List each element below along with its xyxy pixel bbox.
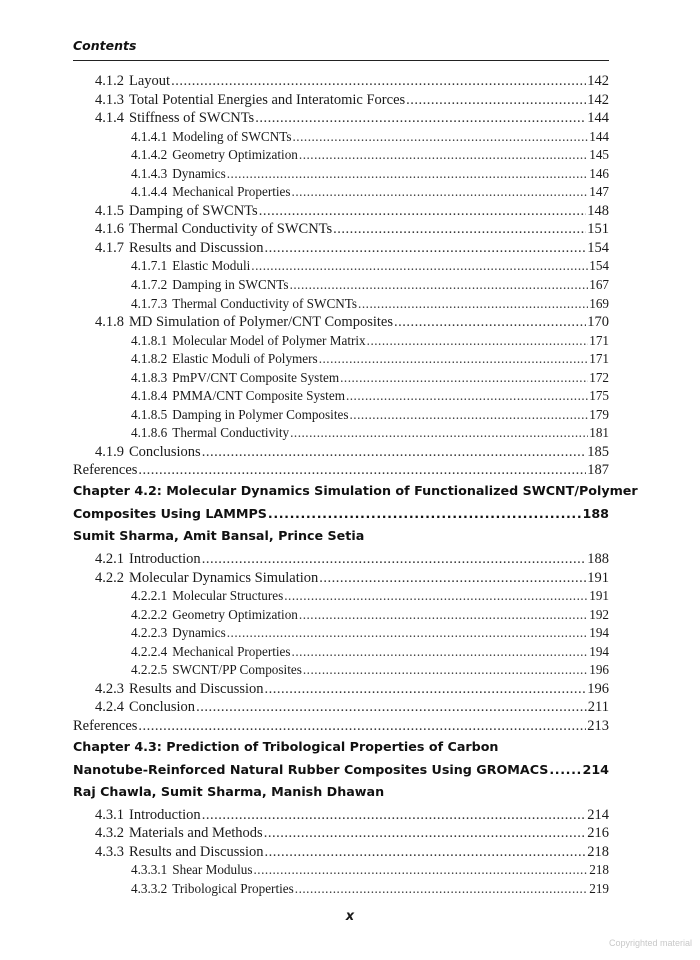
toc-entry-page: 167 bbox=[589, 277, 609, 293]
toc-entry-page: 147 bbox=[589, 184, 609, 200]
toc-entry-text: Mechanical Properties bbox=[172, 184, 291, 200]
toc-entry-title bbox=[95, 680, 264, 698]
toc-entry-number: 4.1.8.6 bbox=[131, 425, 168, 441]
toc-entry-title bbox=[131, 587, 283, 605]
toc-entry-title bbox=[131, 643, 291, 661]
toc-entry-page: 154 bbox=[587, 239, 609, 256]
toc-entry-page: 151 bbox=[587, 221, 609, 238]
toc-entry[interactable] bbox=[73, 350, 609, 369]
toc-entry-page: 181 bbox=[589, 425, 609, 441]
toc-entry-number: 4.1.2 bbox=[95, 73, 124, 89]
toc-entry-text: SWCNT/PP Composites bbox=[172, 662, 302, 678]
chapter-authors: Sumit Sharma, Amit Bansal, Prince Setia bbox=[73, 528, 365, 544]
chapter-heading[interactable] bbox=[73, 481, 638, 526]
toc-entry-title bbox=[131, 624, 226, 642]
toc-entry-number: 4.2.3 bbox=[95, 680, 124, 697]
toc-entry-title bbox=[95, 569, 318, 587]
dot-leader bbox=[333, 220, 586, 238]
toc-entry-text: Introduction bbox=[129, 551, 201, 568]
toc-entry-title bbox=[131, 861, 253, 879]
toc-entry-title bbox=[73, 717, 137, 735]
header-rule bbox=[73, 60, 609, 61]
toc-entry[interactable] bbox=[73, 824, 609, 843]
toc-entry-page: 211 bbox=[587, 699, 609, 716]
toc-entry-title bbox=[95, 806, 201, 824]
toc-entry-text: References bbox=[73, 462, 138, 479]
toc-entry-title bbox=[95, 109, 254, 127]
toc-entry[interactable] bbox=[73, 91, 609, 110]
dot-leader bbox=[394, 313, 586, 331]
toc-entry-page: 142 bbox=[587, 73, 609, 89]
chapter-title-line2-row bbox=[73, 760, 609, 782]
toc-entry-page: 171 bbox=[589, 332, 609, 348]
toc-entry-number: 4.2.2.2 bbox=[131, 606, 168, 622]
dot-leader bbox=[265, 239, 587, 257]
dot-leader bbox=[319, 569, 586, 587]
toc-entry-number: 4.2.1 bbox=[95, 551, 124, 568]
toc-entry-text: Molecular Structures bbox=[172, 588, 284, 604]
dot-leader bbox=[138, 461, 586, 479]
dot-leader bbox=[202, 550, 587, 568]
toc-entry-number: 4.1.4.2 bbox=[131, 147, 168, 163]
toc-entry[interactable] bbox=[73, 295, 609, 314]
toc-entry-number: 4.1.4.1 bbox=[131, 128, 168, 144]
chapter-title-line2-row bbox=[73, 504, 609, 526]
toc-entry[interactable] bbox=[73, 606, 609, 625]
toc-entry-title bbox=[95, 239, 264, 257]
toc-entry[interactable] bbox=[73, 165, 609, 184]
dot-leader bbox=[290, 424, 588, 442]
toc-entry-page: 145 bbox=[589, 147, 609, 163]
toc-entry-title bbox=[95, 443, 201, 461]
dot-leader bbox=[292, 183, 589, 201]
toc-entry[interactable] bbox=[73, 183, 609, 202]
toc-entry-title bbox=[131, 350, 318, 368]
toc-entry-page: 194 bbox=[589, 643, 609, 659]
toc-entry-number: 4.1.8.5 bbox=[131, 406, 168, 422]
toc-entry-number: 4.3.1 bbox=[95, 806, 124, 823]
toc-entry-number: 4.2.2.1 bbox=[131, 588, 168, 604]
toc-entry-text: Layout bbox=[129, 73, 171, 89]
dot-leader bbox=[254, 861, 589, 879]
dot-leader bbox=[202, 806, 587, 824]
toc-entry[interactable] bbox=[73, 843, 609, 862]
dot-leader bbox=[346, 387, 588, 405]
toc-entry-number: 4.3.2 bbox=[95, 825, 124, 842]
toc-entry-title bbox=[95, 698, 195, 716]
toc-entry-page: 154 bbox=[589, 258, 609, 274]
toc-entry-text: Thermal Conductivity bbox=[172, 425, 290, 441]
chapter-page: 188 bbox=[582, 506, 609, 522]
toc-entry-text: Mechanical Properties bbox=[172, 643, 291, 659]
toc-entry-page: 216 bbox=[587, 825, 609, 842]
toc-entry-text: Damping in Polymer Composites bbox=[172, 406, 349, 422]
toc-entry[interactable] bbox=[73, 239, 609, 258]
toc-entry-number: 4.2.2.4 bbox=[131, 643, 168, 659]
dot-leader bbox=[284, 587, 588, 605]
toc-entry[interactable] bbox=[73, 806, 609, 825]
toc-entry-title bbox=[95, 72, 170, 90]
toc-entry-number: 4.1.4.4 bbox=[131, 184, 168, 200]
toc-entry-text: Total Potential Energies and Interatomic Forces bbox=[129, 91, 406, 108]
dot-leader bbox=[264, 824, 587, 842]
dot-leader bbox=[251, 257, 588, 275]
toc-entry[interactable] bbox=[73, 220, 609, 239]
toc-entry[interactable] bbox=[73, 587, 609, 606]
dot-leader bbox=[255, 109, 586, 127]
dot-leader bbox=[299, 606, 588, 624]
toc-entry-number: 4.1.4 bbox=[95, 110, 124, 127]
toc-entry-number: 4.2.2 bbox=[95, 569, 124, 586]
toc-entry-title bbox=[131, 128, 292, 146]
toc-entry-page: 142 bbox=[587, 91, 609, 108]
toc-entry-number: 4.1.3 bbox=[95, 91, 124, 108]
toc-entry[interactable] bbox=[73, 661, 609, 680]
toc-entry-text: Elastic Moduli bbox=[172, 258, 251, 274]
toc-entry-page: 144 bbox=[587, 110, 609, 127]
toc-entry[interactable] bbox=[73, 443, 609, 462]
dot-leader bbox=[202, 443, 587, 461]
toc-entry-number: 4.3.3.2 bbox=[131, 880, 168, 896]
toc-entry-text: MD Simulation of Polymer/CNT Composites bbox=[129, 314, 393, 331]
toc-entry-page: 196 bbox=[589, 662, 609, 678]
toc-entry[interactable] bbox=[73, 717, 609, 736]
toc-entry-page: 170 bbox=[587, 314, 609, 331]
copyright-watermark: Copyrighted material bbox=[608, 938, 692, 948]
toc-entry-number: 4.1.7.3 bbox=[131, 295, 168, 311]
toc-entry-number: 4.1.7.1 bbox=[131, 258, 168, 274]
dot-leader bbox=[358, 295, 588, 313]
dot-leader bbox=[549, 760, 581, 780]
chapter-authors: Raj Chawla, Sumit Sharma, Manish Dhawan bbox=[73, 783, 385, 799]
toc-entry-number: 4.1.8.1 bbox=[131, 332, 168, 348]
toc-entry-number: 4.3.3.1 bbox=[131, 862, 168, 878]
toc-entry-text: Thermal Conductivity of SWCNTs bbox=[129, 221, 333, 238]
dot-leader bbox=[293, 128, 589, 146]
toc-entry-text: Conclusion bbox=[129, 699, 196, 716]
toc-entry-text: Results and Discussion bbox=[129, 239, 264, 256]
toc-entry-title bbox=[131, 606, 298, 624]
dot-leader bbox=[299, 146, 588, 164]
toc-entry-title bbox=[131, 295, 357, 313]
toc-entry-text: Molecular Model of Polymer Matrix bbox=[172, 332, 366, 348]
toc-entry-page: 171 bbox=[589, 351, 609, 367]
dot-leader bbox=[290, 276, 589, 294]
toc-entry-page: 175 bbox=[589, 388, 609, 404]
toc-entry-number: 4.1.8.2 bbox=[131, 351, 168, 367]
toc-entry-number: 4.1.6 bbox=[95, 221, 124, 238]
toc-entry-title bbox=[95, 313, 393, 331]
toc-entry-page: 144 bbox=[589, 128, 609, 144]
toc-entry-number: 4.1.7 bbox=[95, 239, 124, 256]
toc-entry[interactable] bbox=[73, 643, 609, 662]
toc-entry-text: PmPV/CNT Composite System bbox=[172, 369, 340, 385]
toc-entry[interactable] bbox=[73, 698, 609, 717]
dot-leader bbox=[319, 350, 589, 368]
toc-entry-page: 187 bbox=[587, 462, 609, 479]
toc-entry[interactable] bbox=[73, 406, 609, 425]
toc-entry-title bbox=[131, 332, 366, 350]
toc-entry-title bbox=[73, 461, 137, 479]
toc-entry-text: Molecular Dynamics Simulation bbox=[129, 569, 319, 586]
page-number: x bbox=[345, 909, 355, 924]
toc-entry-number: 4.1.4.3 bbox=[131, 165, 168, 181]
toc-entry-text: Results and Discussion bbox=[129, 680, 264, 697]
dot-leader bbox=[227, 624, 588, 642]
toc-entry-number: 4.1.5 bbox=[95, 202, 124, 219]
toc-entry-page: 188 bbox=[587, 551, 609, 568]
toc-entry-text: Stiffness of SWCNTs bbox=[129, 110, 255, 127]
dot-leader bbox=[138, 717, 586, 735]
toc-entry-page: 218 bbox=[587, 843, 609, 860]
toc-entry-number: 4.1.8 bbox=[95, 314, 124, 331]
dot-leader bbox=[367, 332, 589, 350]
toc-entry-number: 4.2.2.3 bbox=[131, 625, 168, 641]
dot-leader bbox=[340, 369, 588, 387]
toc-entry-title bbox=[131, 146, 298, 164]
toc-entry[interactable] bbox=[73, 369, 609, 388]
toc-entry-text: References bbox=[73, 717, 138, 734]
toc-entry-number: 4.1.8.4 bbox=[131, 388, 168, 404]
toc-entry-title bbox=[95, 550, 201, 568]
toc-entry[interactable] bbox=[73, 128, 609, 147]
toc-entry-page: 219 bbox=[589, 880, 609, 896]
toc-entry[interactable] bbox=[73, 332, 609, 351]
dot-leader bbox=[227, 165, 588, 183]
toc-entry-text: PMMA/CNT Composite System bbox=[172, 388, 345, 404]
toc-entry-title bbox=[131, 387, 345, 405]
toc-entry-page: 179 bbox=[589, 406, 609, 422]
chapter-title-line1: Chapter 4.3: Prediction of Tribological Properties of Carbon bbox=[73, 738, 499, 754]
toc-entry-page: 213 bbox=[587, 717, 609, 734]
toc-entry-text: Geometry Optimization bbox=[172, 147, 298, 163]
toc-entry-title bbox=[95, 202, 258, 220]
toc-entry[interactable] bbox=[73, 461, 609, 480]
toc-entry-page: 146 bbox=[589, 165, 609, 181]
toc-entry-text: Geometry Optimization bbox=[172, 606, 298, 622]
dot-leader bbox=[196, 698, 587, 716]
toc-entry-title bbox=[131, 424, 289, 442]
toc-entry-page: 218 bbox=[589, 862, 609, 878]
running-head: Contents bbox=[73, 38, 137, 53]
chapter-page: 214 bbox=[582, 761, 609, 777]
toc-entry[interactable] bbox=[73, 72, 609, 91]
toc-entry-title bbox=[131, 880, 294, 898]
toc-entry-title bbox=[95, 91, 405, 109]
toc-entry[interactable] bbox=[73, 257, 609, 276]
dot-leader bbox=[171, 72, 586, 90]
toc-entry-text: Shear Modulus bbox=[172, 862, 253, 878]
toc-entry[interactable] bbox=[73, 550, 609, 569]
dot-leader bbox=[349, 406, 588, 424]
toc-entry[interactable] bbox=[73, 146, 609, 165]
toc-entry-title bbox=[131, 406, 348, 424]
toc-entry-number: 4.1.8.3 bbox=[131, 369, 168, 385]
dot-leader bbox=[303, 661, 588, 679]
toc-entry[interactable] bbox=[73, 861, 609, 880]
toc-entry-number: 4.2.4 bbox=[95, 699, 124, 716]
toc-entry[interactable] bbox=[73, 202, 609, 221]
toc-entry[interactable] bbox=[73, 880, 609, 899]
dot-leader bbox=[265, 843, 587, 861]
table-of-contents bbox=[73, 72, 638, 898]
chapter-heading[interactable] bbox=[73, 737, 609, 782]
toc-entry-page: 196 bbox=[587, 680, 609, 697]
toc-entry-text: Damping of SWCNTs bbox=[129, 202, 258, 219]
toc-entry-text: Dynamics bbox=[172, 165, 226, 181]
toc-entry[interactable] bbox=[73, 569, 609, 588]
toc-entry-title bbox=[131, 276, 289, 294]
toc-entry[interactable] bbox=[73, 276, 609, 295]
toc-entry-page: 194 bbox=[589, 625, 609, 641]
toc-entry-text: Thermal Conductivity of SWCNTs bbox=[172, 295, 358, 311]
toc-entry-text: Tribological Properties bbox=[172, 880, 294, 896]
toc-entry-page: 148 bbox=[587, 202, 609, 219]
toc-entry-title bbox=[131, 257, 250, 275]
toc-entry[interactable] bbox=[73, 313, 609, 332]
dot-leader bbox=[259, 202, 587, 220]
toc-entry-title bbox=[95, 843, 264, 861]
toc-entry-title bbox=[95, 220, 332, 238]
dot-leader bbox=[295, 880, 588, 898]
toc-entry-title bbox=[95, 824, 263, 842]
toc-entry-number: 4.1.7.2 bbox=[131, 277, 168, 293]
toc-entry-number: 4.3.3 bbox=[95, 843, 124, 860]
toc-entry-title bbox=[131, 661, 302, 679]
dot-leader bbox=[292, 643, 589, 661]
chapter-title-line2: Composites Using LAMMPS bbox=[73, 506, 267, 522]
toc-entry-text: Introduction bbox=[129, 806, 201, 823]
toc-entry-page: 191 bbox=[587, 569, 609, 586]
toc-entry-page: 192 bbox=[589, 606, 609, 622]
toc-entry[interactable] bbox=[73, 624, 609, 643]
toc-entry-text: Results and Discussion bbox=[129, 843, 264, 860]
chapter-title-line1: Chapter 4.2: Molecular Dynamics Simulation of Functionalized SWCNT/Polymer bbox=[73, 483, 638, 499]
toc-entry[interactable] bbox=[73, 387, 609, 406]
toc-entry[interactable] bbox=[73, 109, 609, 128]
toc-entry-number: 4.1.9 bbox=[95, 443, 124, 460]
toc-entry-title bbox=[131, 183, 291, 201]
dot-leader bbox=[268, 504, 582, 524]
toc-entry-title bbox=[131, 369, 339, 387]
dot-leader bbox=[265, 680, 587, 698]
toc-entry-page: 169 bbox=[589, 295, 609, 311]
toc-entry-text: Conclusions bbox=[129, 443, 201, 460]
toc-entry-page: 214 bbox=[587, 806, 609, 823]
toc-entry-text: Dynamics bbox=[172, 625, 226, 641]
toc-entry-page: 191 bbox=[589, 588, 609, 604]
toc-entry[interactable] bbox=[73, 680, 609, 699]
toc-entry[interactable] bbox=[73, 424, 609, 443]
toc-entry-page: 185 bbox=[587, 443, 609, 460]
toc-entry-text: Elastic Moduli of Polymers bbox=[172, 351, 318, 367]
toc-entry-title bbox=[131, 165, 226, 183]
chapter-title-line2: Nanotube-Reinforced Natural Rubber Composites Using GROMACS bbox=[73, 761, 549, 777]
toc-entry-text: Materials and Methods bbox=[129, 825, 263, 842]
dot-leader bbox=[406, 91, 586, 109]
toc-entry-page: 172 bbox=[589, 369, 609, 385]
toc-entry-text: Damping in SWCNTs bbox=[172, 277, 289, 293]
toc-entry-text: Modeling of SWCNTs bbox=[172, 128, 292, 144]
toc-entry-number: 4.2.2.5 bbox=[131, 662, 168, 678]
